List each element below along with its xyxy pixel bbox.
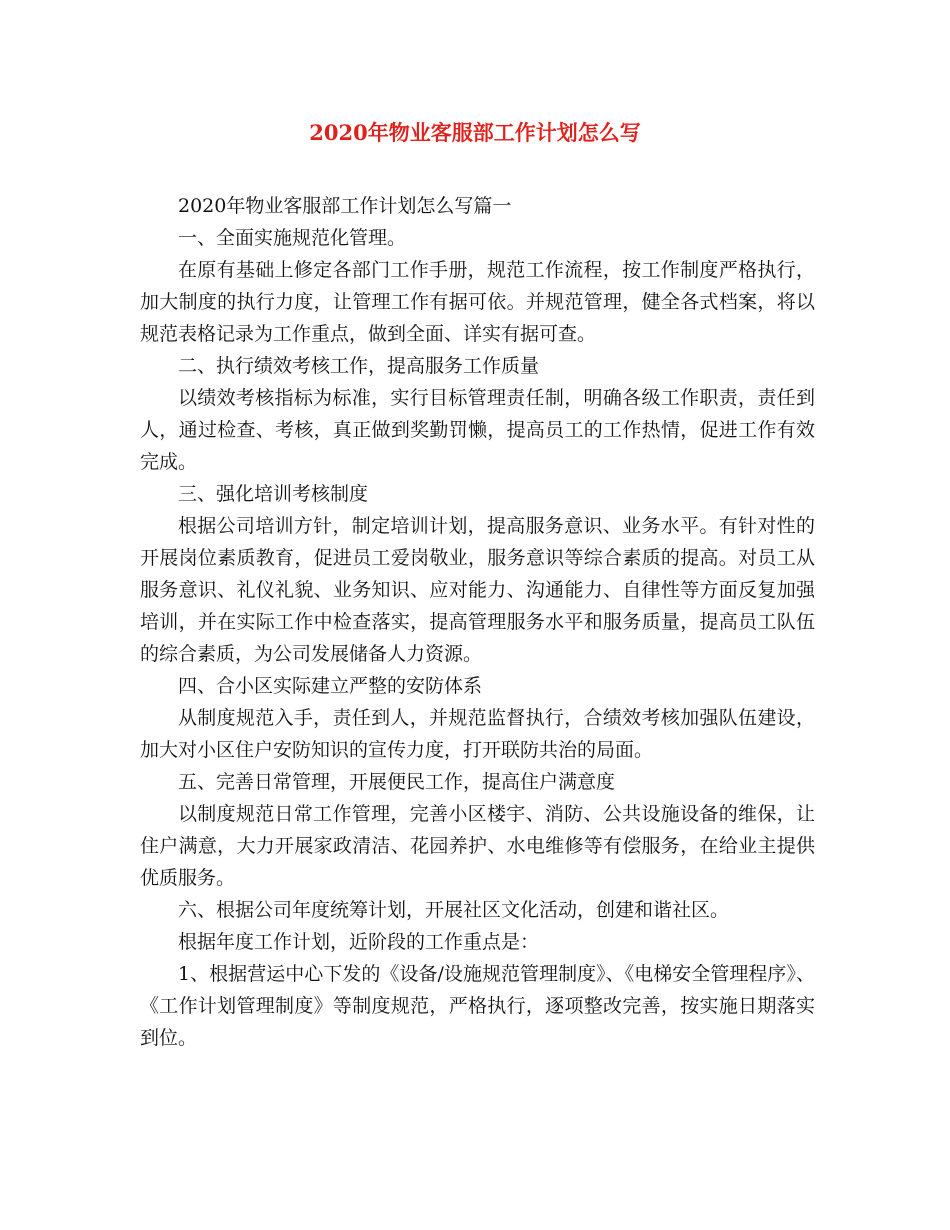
document-title: 2020年物业客服部工作计划怎么写: [309, 120, 641, 145]
section-heading: 四、合小区实际建立严整的安防体系: [178, 675, 483, 697]
paragraph: 在原有基础上修定各部门工作手册，规范工作流程，按工作制度严格执行，加大制度的执行力度，让管理工作有据可依。并规范管理，健全各式档案，将以规范表格记录为工作重点，做到全面、详实有据可查。: [140, 259, 815, 345]
paragraph: 根据公司培训方针，制定培训计划，提高服务意识、业务水平。有针对性的开展岗位素质教育，促进员工爱岗敬业，服务意识等综合素质的提高。对员工从服务意识、礼仪礼貌、业务知识、应对能力、沟通能力、自律性等方面反复加强培训，并在实际工作中检查落实，提高管理服务水平和服务质量，提高员工队伍的综合素质，为公司发展储备人力资源。: [140, 515, 815, 665]
paragraph: 1、根据营运中心下发的《设备/设施规范管理制度》、《电梯安全管理程序》、《工作计划管理制度》等制度规范，严格执行，逐项整改完善，按实施日期落实到位。: [140, 963, 815, 1049]
paragraph: 以绩效考核指标为标准，实行目标管理责任制，明确各级工作职责，责任到人，通过检查、考核，真正做到奖勤罚懒，提高员工的工作热情，促进工作有效完成。: [140, 387, 815, 473]
section-heading: 六、根据公司年度统筹计划，开展社区文化活动，创建和谐社区。: [178, 899, 730, 921]
section-heading: 三、强化培训考核制度: [178, 483, 369, 505]
section-heading: 2020年物业客服部工作计划怎么写篇一: [178, 195, 512, 217]
section-heading: 一、全面实施规范化管理。: [178, 227, 407, 249]
paragraph: 从制度规范入手，责任到人，并规范监督执行，合绩效考核加强队伍建设，加大对小区住户安防知识的宣传力度，打开联防共治的局面。: [140, 707, 815, 761]
document-body: [140, 190, 815, 1054]
section-heading: 五、完善日常管理，开展便民工作，提高住户满意度: [178, 771, 616, 793]
paragraph: 以制度规范日常工作管理，完善小区楼宇、消防、公共设施设备的维保，让住户满意，大力开展家政清洁、花园养护、水电维修等有偿服务，在给业主提供优质服务。: [140, 803, 815, 889]
section-heading: 二、执行绩效考核工作，提高服务工作质量: [178, 355, 540, 377]
paragraph: 根据年度工作计划，近阶段的工作重点是：: [178, 931, 540, 953]
